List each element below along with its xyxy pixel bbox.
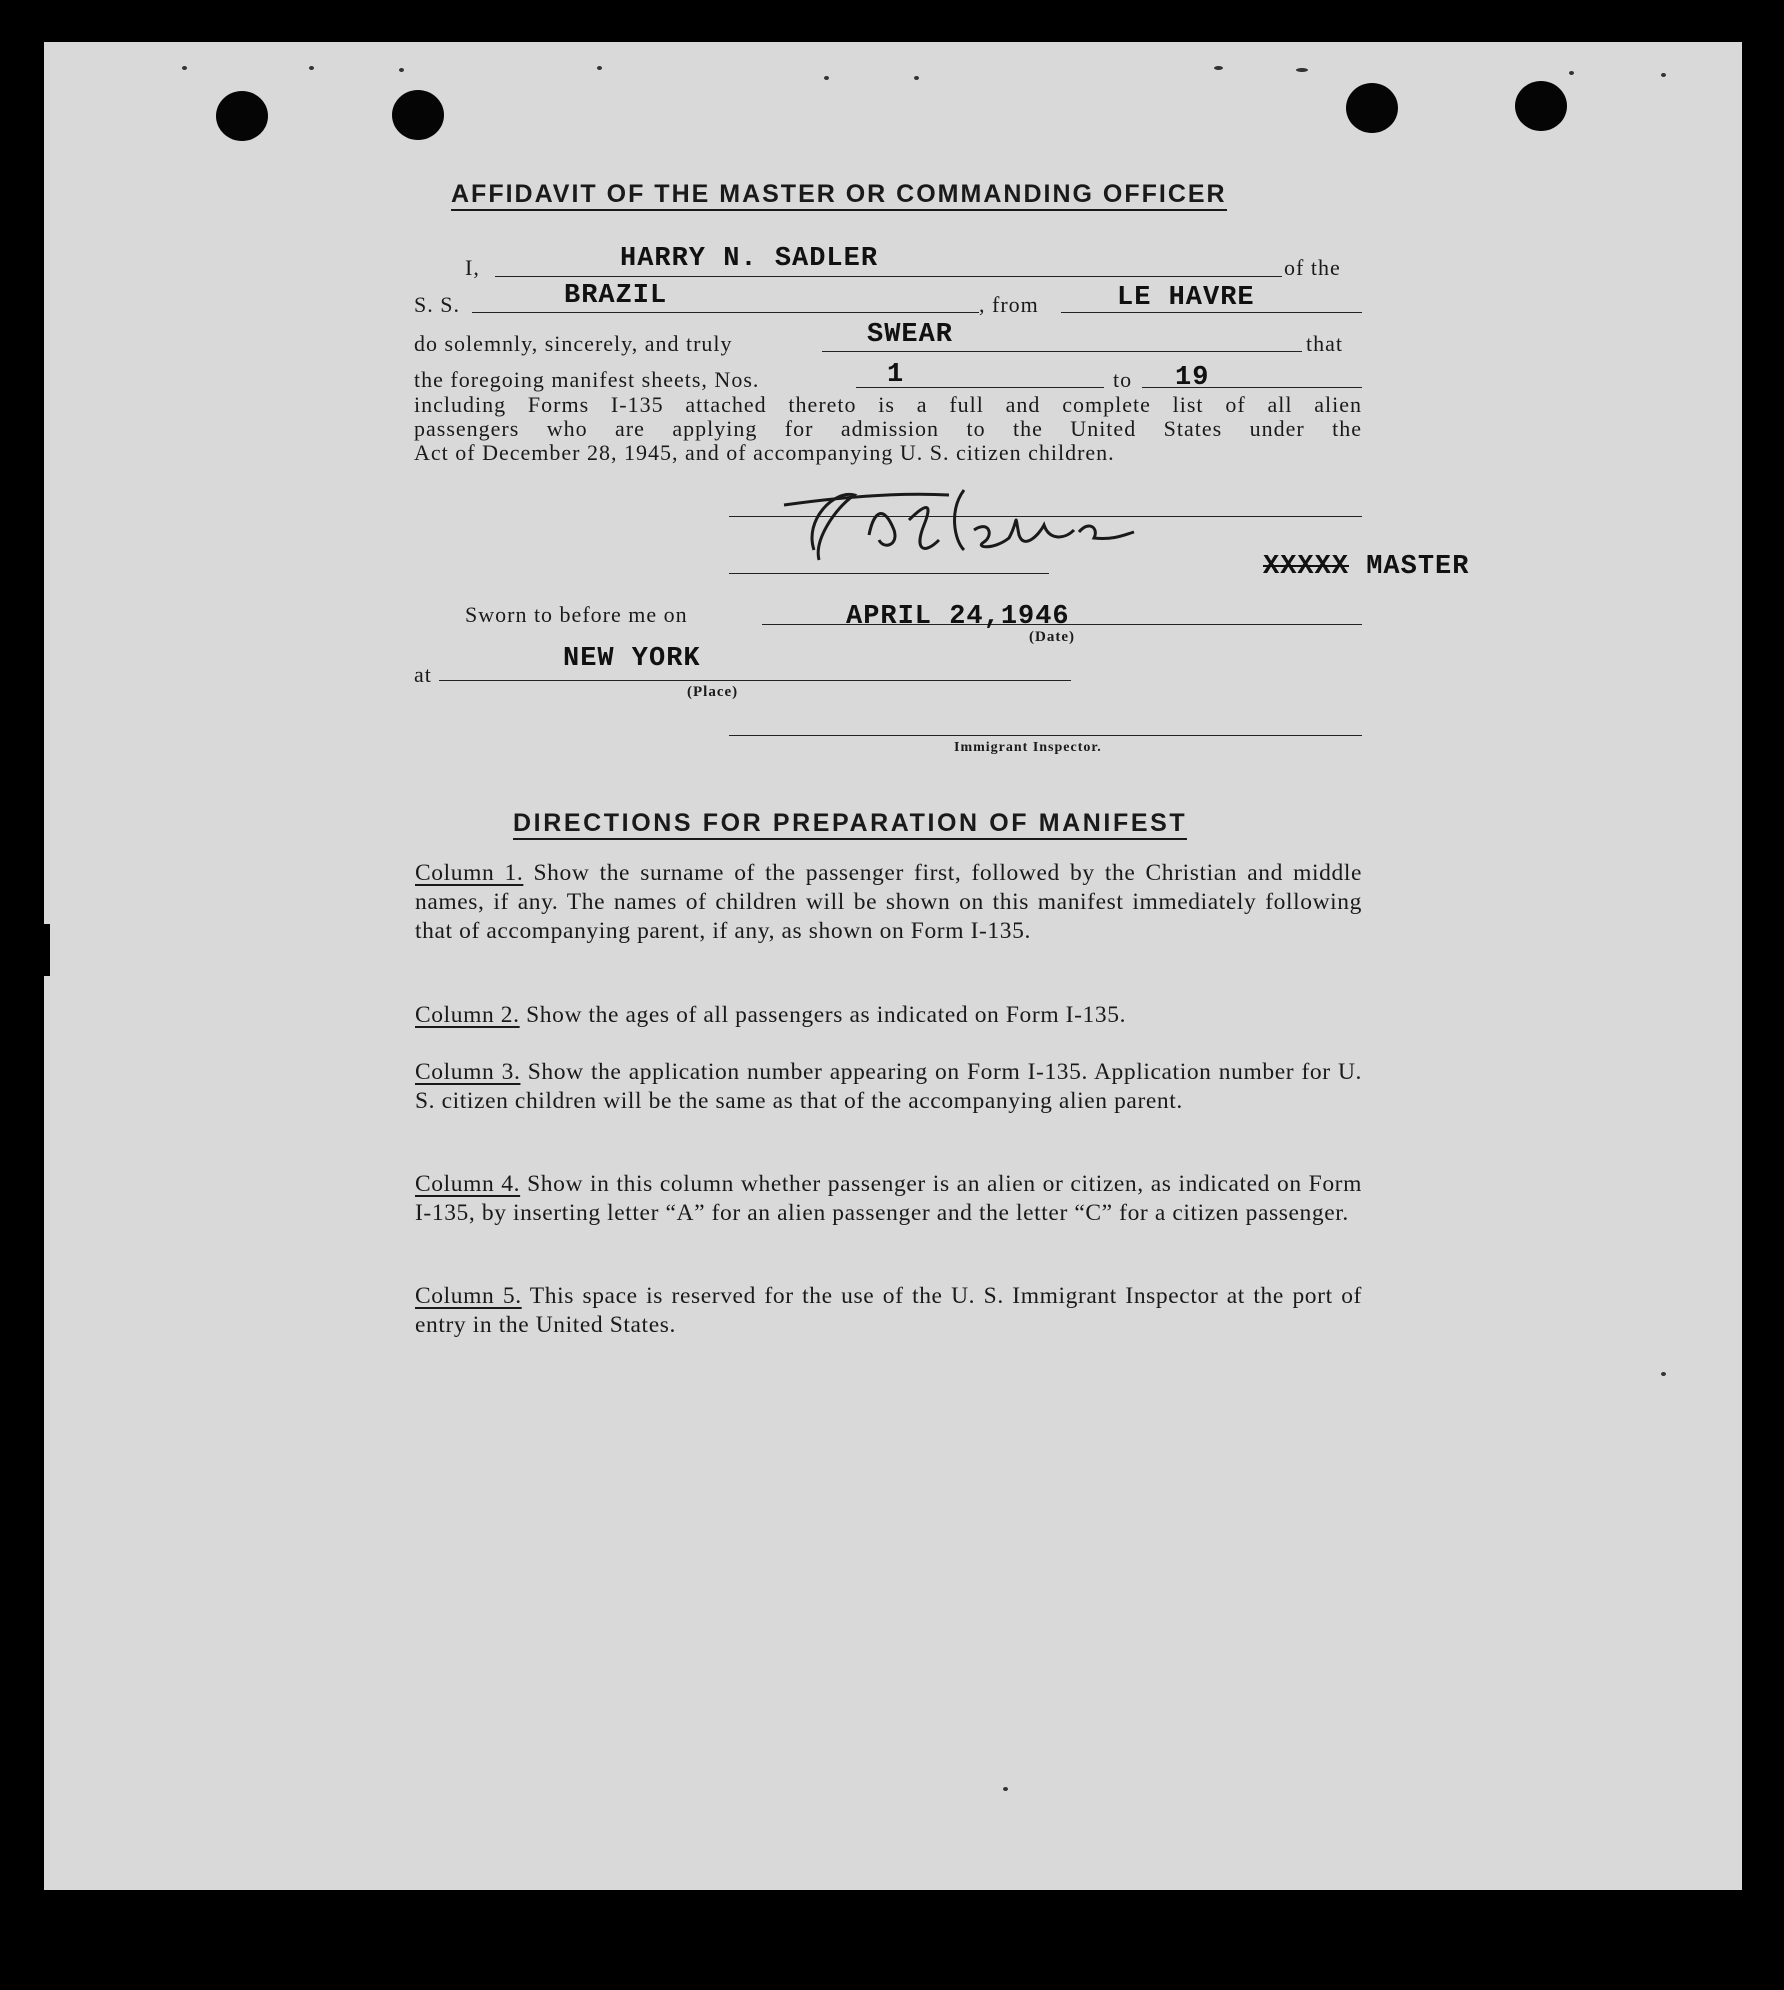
sworn-date: APRIL 24,1946 [846,602,1070,632]
column-4-text: Show in this column whether passenger is an alien or citizen, as indicated on Form I-135, by inserting letter “A” for an alien passenger and the letter “C” for a citizen passenger. [415,1171,1362,1226]
line3-prefix: do solemnly, sincerely, and truly [414,331,733,356]
column-5-direction [415,1282,1362,1340]
speck [1661,1372,1666,1376]
column-2-direction [415,1001,1362,1030]
line2-middle: , from [979,292,1039,317]
handwritten-signature [774,480,1214,570]
affidavit-title: AFFIDAVIT OF THE MASTER OR COMMANDING OFFICER [451,179,1227,211]
line1-rule [495,276,1282,277]
column-4-direction [415,1170,1362,1228]
speck [1296,68,1308,72]
speck [914,76,919,80]
master-name: HARRY N. SADLER [620,244,879,274]
punch-hole-2 [392,90,444,140]
column-1-label: Column 1. [415,860,524,886]
document-page [44,42,1742,1890]
directions-title: DIRECTIONS FOR PREPARATION OF MANIFEST [513,808,1187,840]
speck [399,68,404,72]
edge-mark [38,924,50,976]
column-3-direction [415,1058,1362,1116]
speck [824,76,829,80]
line2-prefix: S. S. [414,292,460,317]
sworn-place: NEW YORK [563,644,701,674]
line4-middle: to [1113,367,1133,392]
line4-prefix: the foregoing manifest sheets, Nos. [414,367,760,392]
speck [1214,66,1223,70]
sheet-from-number: 1 [887,360,905,390]
column-5-label: Column 5. [415,1283,522,1309]
column-4-label: Column 4. [415,1171,521,1197]
punch-hole-3 [1346,83,1398,133]
signature-struck-text [1263,553,1469,581]
speck [309,66,314,70]
line1-suffix: of the [1284,255,1341,280]
affidavit-body-line: Act of December 28, 1945, and of accompanying U. S. citizen children. [414,440,1115,465]
oath-word: SWEAR [867,320,954,350]
place-caption: (Place) [687,684,739,700]
column-5-text: This space is reserved for the use of the U. S. Immigrant Inspector at the port of entry in the United States. [415,1283,1362,1338]
column-3-label: Column 3. [415,1059,521,1085]
column-2-text: Show the ages of all passengers as indicated on Form I-135. [526,1002,1127,1028]
line3-rule [822,351,1302,352]
column-2-label: Column 2. [415,1002,520,1028]
inspector-rule [729,735,1362,736]
speck [597,66,602,70]
line1-prefix: I, [465,255,480,280]
speck [1569,71,1574,75]
affidavit-body-line: including Forms I-135 attached thereto is a full and complete list of all alien [414,392,1362,417]
column-1-direction [415,859,1362,946]
signature-rule [729,573,1049,574]
sheet-to-number: 19 [1175,363,1210,393]
struck-title: XXXXX [1263,552,1350,582]
sworn-prefix: Sworn to before me on [465,602,688,627]
speck [1003,1787,1008,1791]
place-rule [439,680,1071,681]
affidavit-body-line: passengers who are applying for admission to the United States under the [414,416,1362,441]
column-1-text: Show the surname of the passenger first, followed by the Christian and middle names, if any. The names of children will be shown on this manifest immediately following that of accompanying parent, if any, as shown on Form I-135. [415,860,1362,944]
at-label: at [414,662,432,687]
date-caption: (Date) [1029,629,1075,645]
line2-rule-ship [472,312,979,313]
column-3-text: Show the application number appearing on Form I-135. Application number for U. S. citizen children will be the same as that of the accompanying alien parent. [415,1059,1362,1114]
ship-name: BRAZIL [564,281,668,311]
inspector-caption: Immigrant Inspector. [954,740,1102,755]
signature-title: MASTER [1366,552,1470,582]
departure-port: LE HAVRE [1117,283,1255,313]
speck [182,66,187,70]
punch-hole-1 [216,91,268,141]
line3-suffix: that [1306,331,1343,356]
punch-hole-4 [1515,81,1567,131]
speck [1661,73,1666,77]
